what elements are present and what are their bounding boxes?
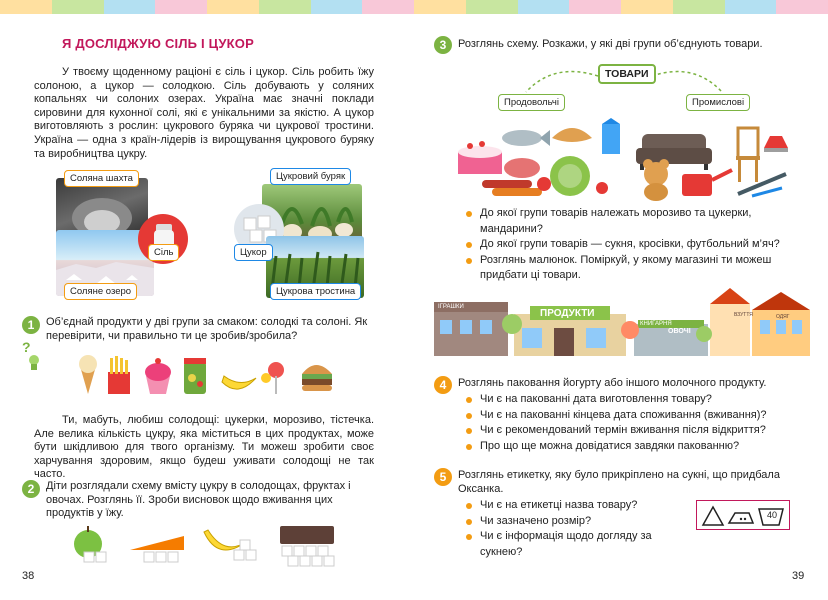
- top-stripe: [569, 0, 621, 14]
- left-page: [0, 14, 414, 600]
- label-salt-lake: Соляне озеро: [64, 283, 137, 300]
- task-2-text: Діти розглядали схему вмісту цукру в солодощах, фруктах і овочах. Розглянь її. Зроби висновок щодо вживання цих продуктів у їжу.: [46, 480, 351, 520]
- top-stripe: [621, 0, 673, 14]
- question-text: Про що ще можна довідатися завдяки пакованню?: [480, 439, 740, 452]
- top-stripe: [466, 0, 518, 14]
- question-item: [466, 439, 806, 455]
- page-title: Я ДОСЛІДЖУЮ СІЛЬ І ЦУКОР: [62, 36, 254, 51]
- meat-icon: [504, 158, 540, 178]
- top-stripe: [311, 0, 363, 14]
- bullet-dot-icon: [466, 503, 472, 509]
- bullet-dot-icon: [466, 444, 472, 450]
- triangle-bleach-icon: [703, 507, 723, 525]
- task-4-questions: [466, 392, 806, 454]
- bullet-dot-icon: [466, 258, 472, 264]
- label-salt: Сіль: [148, 244, 179, 261]
- bullet-dot-icon: [466, 534, 472, 540]
- top-stripe: [0, 0, 52, 14]
- lollipop-icon: [261, 362, 284, 394]
- tools-icon: [738, 174, 786, 196]
- question-item: [466, 253, 806, 284]
- scheme-root-goods: ТОВАРИ: [598, 64, 656, 84]
- chocolate-icon: [280, 526, 334, 566]
- burger-icon: [302, 365, 332, 391]
- cabbage-icon: [550, 156, 590, 196]
- milk-carton-icon: [602, 118, 620, 154]
- french-fries-icon: [108, 356, 130, 394]
- label-salt-mine: Соляна шахта: [64, 170, 139, 187]
- top-stripe: [673, 0, 725, 14]
- task-3-questions: [466, 206, 806, 284]
- cupcake-icon: [145, 358, 171, 394]
- question-text: Чи зазначено розмір?: [480, 514, 592, 527]
- bullet-dot-icon: [466, 397, 472, 403]
- svg-text:?: ?: [22, 339, 31, 355]
- croissant-icon: [552, 128, 592, 142]
- iron-symbol-icon: [729, 513, 753, 523]
- page-number-right: 39: [792, 570, 805, 582]
- task-5-questions: [466, 498, 696, 560]
- carrot-icon: [130, 536, 184, 562]
- watering-can-icon: [682, 170, 732, 196]
- top-stripe: [259, 0, 311, 14]
- top-stripe: [207, 0, 259, 14]
- banana-icon: [222, 376, 256, 389]
- top-color-stripes: [0, 0, 828, 14]
- town-shops-illustration: [434, 284, 814, 360]
- question-text: Розглянь малюнок. Поміркуй, у якому магазині ти можеш придбати ці товари.: [480, 253, 772, 282]
- question-text: Чи є рекомендований термін вживання після відкриття?: [480, 424, 766, 437]
- question-text: Чи є на пакованні кінцева дата споживання (вживання)?: [480, 408, 767, 421]
- sugar-content-scheme: [64, 522, 364, 568]
- top-stripe: [155, 0, 207, 14]
- top-stripe: [414, 0, 466, 14]
- label-sugar: Цукор: [234, 244, 273, 261]
- question-text: Чи є інформація щодо догляду за сукнею?: [480, 530, 652, 558]
- shop-sign-clothes: ОДЯГ: [776, 314, 790, 320]
- label-sugar-cane: Цукрова тростина: [270, 283, 361, 300]
- task-number-1: 1: [22, 316, 40, 334]
- shop-sign-toys: ІГРАШКИ: [438, 304, 464, 310]
- question-item: [466, 408, 806, 424]
- bullet-dot-icon: [466, 211, 472, 217]
- shop-sign-products: ПРОДУКТИ: [540, 308, 595, 319]
- question-mascot-icon: [20, 338, 42, 375]
- cake-icon: [458, 141, 502, 174]
- task-4-text: Розглянь паковання йогурту або іншого молочного продукту.: [458, 377, 767, 389]
- wash-temperature: 40: [766, 510, 777, 520]
- food-items-row: [74, 352, 354, 398]
- shop-sign-footwear: ВЗУТТЯ: [734, 312, 753, 318]
- task-number-4: 4: [434, 376, 452, 394]
- right-page: [414, 14, 828, 600]
- question-item: [466, 498, 696, 514]
- intro-paragraph: У твоєму щоденному раціоні є сіль і цукор. Сіль робить їжу солоною, а цукор — солодкою. Сіль добувають у соляних копальнях чи солоних озерах. Україна має значні поклади сировини для кухонної солі, які є унікальними за якістю. А цукор виготовляють з рослин: цукрового буряка чи цукрової тростини. Україна — одна з країн-лідерів із вирощування цукрового буряку та виробництва цукру.: [34, 66, 374, 160]
- ice-cream-icon: [79, 355, 97, 394]
- sausages-icon: [482, 180, 542, 196]
- shop-sign-books: КНИГАРНЯ: [640, 321, 672, 327]
- label-sugar-beet: Цукровий буряк: [270, 168, 351, 185]
- bullet-dot-icon: [466, 519, 472, 525]
- question-item: [466, 206, 806, 237]
- question-text: До якої групи товарів належать морозиво та цукерки, мандарини?: [480, 207, 752, 235]
- question-item: [466, 423, 806, 439]
- bullet-dot-icon: [466, 428, 472, 434]
- bullet-dot-icon: [466, 413, 472, 419]
- pickles-jar-icon: [184, 358, 206, 394]
- task-number-5: 5: [434, 468, 452, 486]
- top-stripe: [362, 0, 414, 14]
- task-1-text: Об’єднай продукти у дві групи за смаком: солодкі та солоні. Як перевірити, чи правильно ти це зробив/зробила?: [46, 316, 368, 342]
- question-item: [466, 529, 696, 560]
- care-label: [696, 500, 790, 530]
- top-stripe: [725, 0, 777, 14]
- chair-icon: [736, 128, 760, 182]
- sweets-paragraph: Ти, мабуть, любиш солодощі: цукерки, морозиво, тістечка. Але велика кількість цукру, яка міститься в цих продуктах, може бути шкідливою для твого організму. Ти можеш зробити своє харчування здоровим, якщо будеш уживати солодощі не так часто.: [34, 414, 374, 481]
- page-number-left: 38: [22, 570, 35, 582]
- iron-icon: [764, 136, 788, 152]
- task-3-text: Розглянь схему. Розкажи, у які дві групи об’єднують товари.: [458, 38, 763, 50]
- question-item: [466, 514, 696, 530]
- goods-illustration: [452, 118, 792, 204]
- top-stripe: [776, 0, 828, 14]
- question-item: [466, 392, 806, 408]
- question-text: Чи є на етикетці назва товару?: [480, 499, 638, 511]
- task-number-3: 3: [434, 36, 452, 54]
- question-text: Чи є на пакованні дата виготовлення товару?: [480, 393, 712, 405]
- bullet-dot-icon: [466, 242, 472, 248]
- task-5-text: Розглянь етикетку, яку було прикріплено на сукні, що придбала Оксанка.: [458, 469, 780, 495]
- top-stripe: [518, 0, 570, 14]
- top-stripe: [104, 0, 156, 14]
- shop-sign-vegetables: ОВОЧІ: [668, 328, 691, 335]
- teddy-bear-icon: [643, 159, 669, 201]
- question-item: [466, 237, 806, 253]
- banana-sugar-icon: [204, 530, 256, 560]
- scheme-food-goods: Продовольчі: [498, 94, 565, 111]
- task-number-2: 2: [22, 480, 40, 498]
- scheme-industrial-goods: Промислові: [686, 94, 750, 111]
- fish-icon: [502, 130, 550, 146]
- question-text: До якої групи товарів — сукня, кросівки, футбольний м’яч?: [480, 238, 780, 251]
- top-stripe: [52, 0, 104, 14]
- apple-icon: [74, 526, 106, 562]
